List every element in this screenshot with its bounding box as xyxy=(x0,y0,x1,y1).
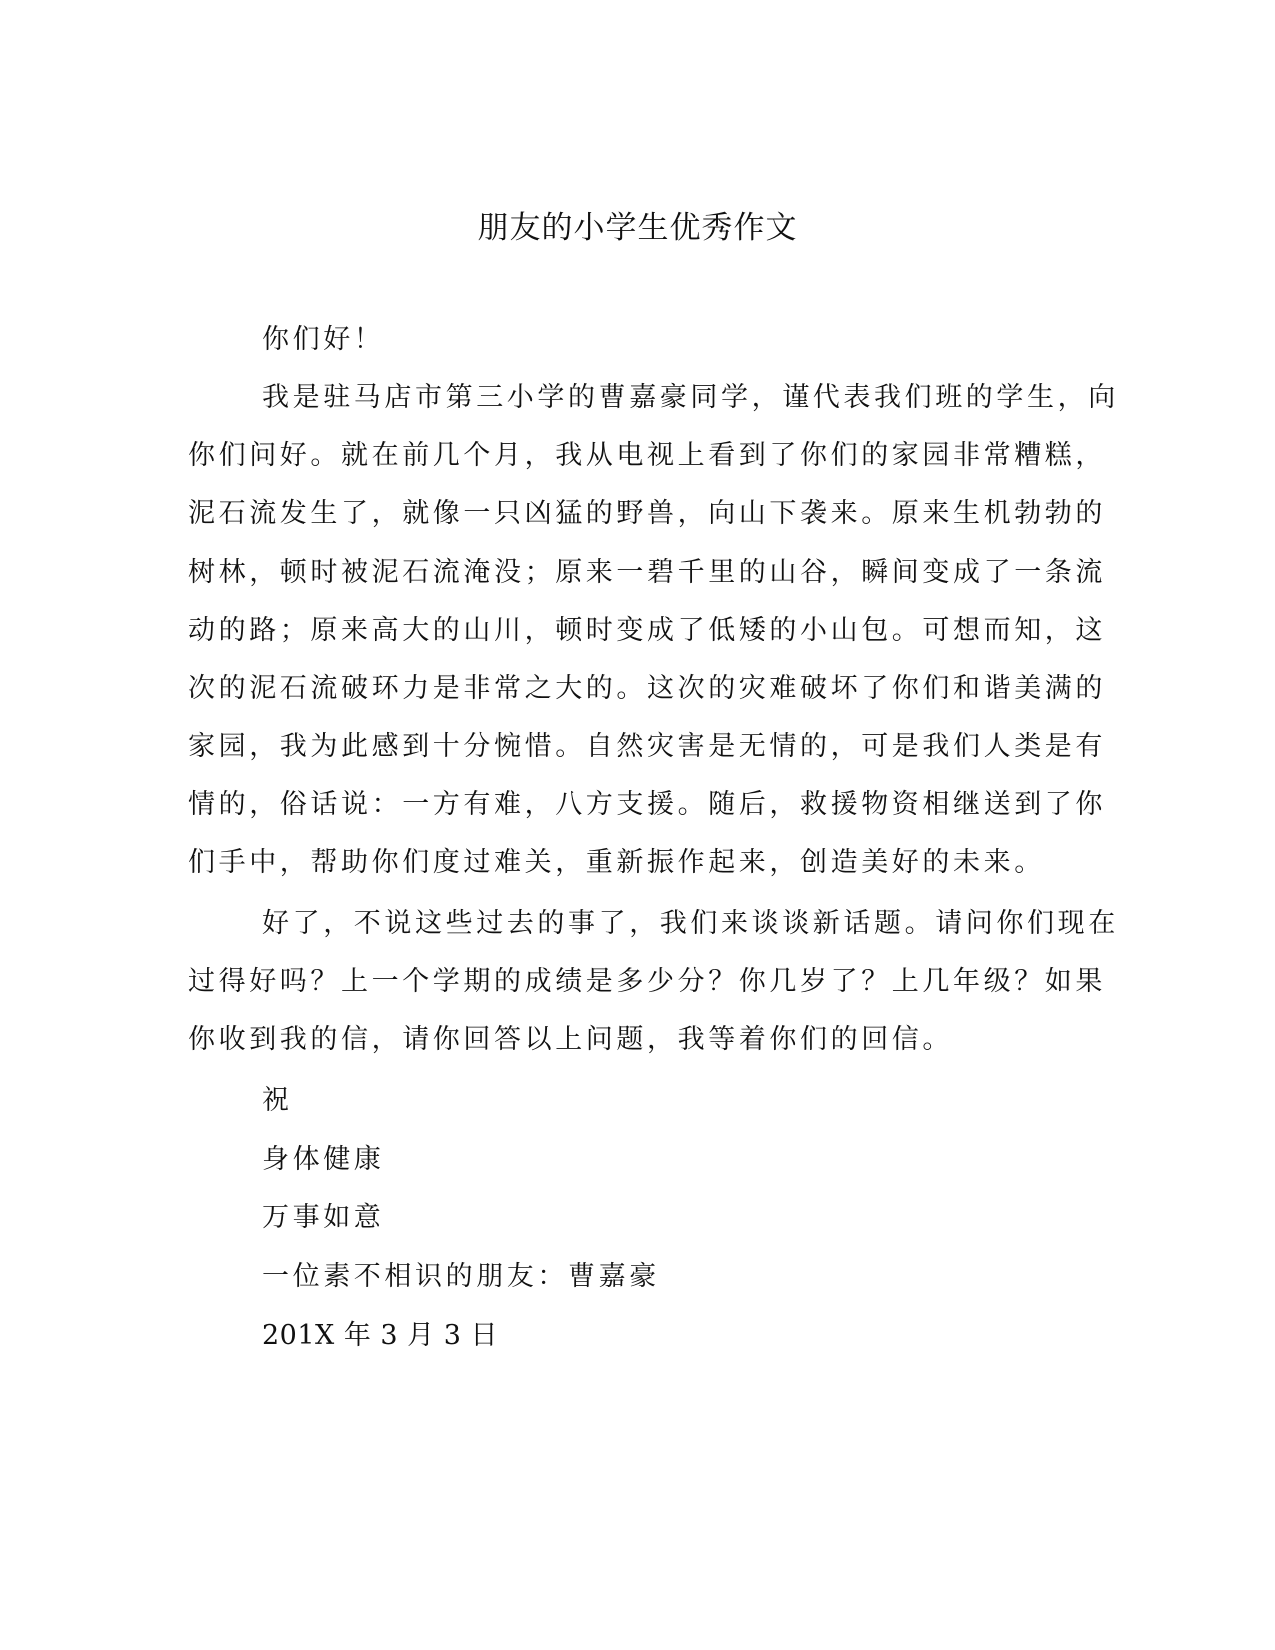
paragraph1-line: 泥石流发生了，就像一只凶猛的野兽，向山下袭来。原来生机勃勃的 xyxy=(188,498,1106,529)
paragraph1-line: 们手中，帮助你们度过难关，重新振作起来，创造美好的未来。 xyxy=(188,847,1045,878)
paragraph1-line: 动的路；原来高大的山川，顿时变成了低矮的小山包。可想而知，这 xyxy=(188,615,1106,646)
paragraph2-line: 你收到我的信，请你回答以上问题，我等着你们的回信。 xyxy=(188,1024,953,1055)
paragraph1-line: 情的，俗话说：一方有难，八方支援。随后，救援物资相继送到了你 xyxy=(188,789,1106,820)
paragraph1-line: 我是驻马店市第三小学的曹嘉豪同学，谨代表我们班的学生，向 xyxy=(262,382,1119,413)
closing-word: 祝 xyxy=(262,1085,293,1116)
paragraph2-line: 过得好吗？上一个学期的成绩是多少分？你几岁了？上几年级？如果 xyxy=(188,966,1106,997)
paragraph1-line: 树林，顿时被泥石流淹没；原来一碧千里的山谷，瞬间变成了一条流 xyxy=(188,557,1106,588)
document-title: 朋友的小学生优秀作文 xyxy=(477,210,798,246)
paragraph1-line: 家园，我为此感到十分惋惜。自然灾害是无情的，可是我们人类是有 xyxy=(188,731,1106,762)
paragraph1-line: 你们问好。就在前几个月，我从电视上看到了你们的家园非常糟糕， xyxy=(188,440,1106,471)
paragraph2-line: 好了，不说这些过去的事了，我们来谈谈新话题。请问你们现在 xyxy=(262,908,1119,939)
wish-line: 万事如意 xyxy=(262,1202,385,1233)
wish-line: 身体健康 xyxy=(262,1144,385,1175)
greeting: 你们好！ xyxy=(262,324,385,355)
signature: 一位素不相识的朋友：曹嘉豪 xyxy=(262,1261,660,1292)
paragraph1-line: 次的泥石流破环力是非常之大的。这次的灾难破坏了你们和谐美满的 xyxy=(188,673,1106,704)
letter-date: 201X 年 3 月 3 日 xyxy=(262,1320,499,1351)
